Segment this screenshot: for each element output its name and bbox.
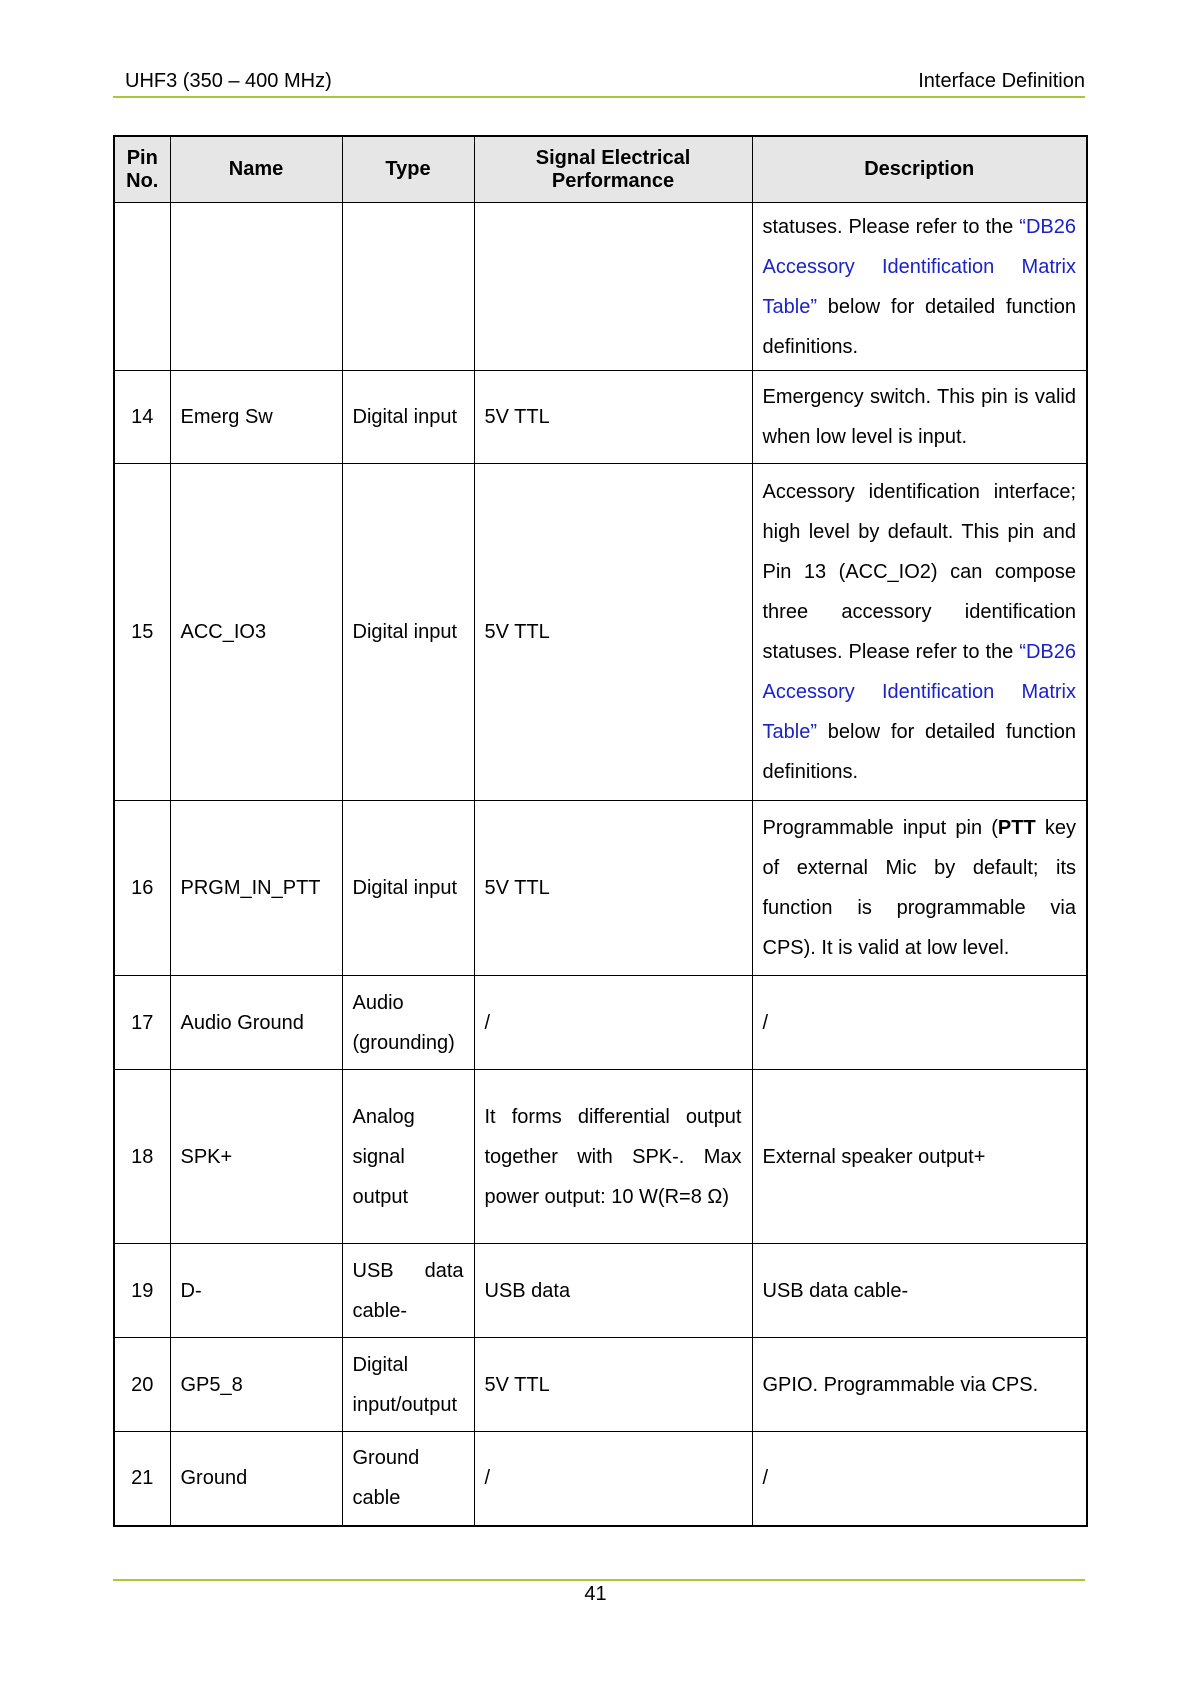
name-cell (170, 203, 342, 371)
signal-cell: 5V TTL (474, 801, 752, 976)
pin-cell: 19 (114, 1244, 170, 1338)
table-row (114, 1338, 1087, 1432)
description-cell: / (752, 976, 1087, 1070)
header-rule (113, 96, 1085, 98)
table-row (114, 371, 1087, 464)
header-product: UHF3 (350 – 400 MHz) (125, 70, 332, 92)
description-cell: External speaker output+ (752, 1070, 1087, 1244)
description-cell (752, 203, 1087, 371)
pin-cell: 14 (114, 371, 170, 464)
description-cell: GPIO. Programmable via CPS. (752, 1338, 1087, 1432)
matrix-table-reference: “DB26 Accessory Identification Matrix Table” (762, 641, 1076, 743)
name-cell: ACC_IO3 (170, 464, 342, 801)
pin-cell: 18 (114, 1070, 170, 1244)
description-cell: USB data cable- (752, 1244, 1087, 1338)
signal-cell: It forms differential output together with SPK-. Max power output: 10 W(R=8 Ω) (474, 1070, 752, 1244)
name-cell: Audio Ground (170, 976, 342, 1070)
col-header-type: Type (342, 136, 474, 203)
signal-cell: 5V TTL (474, 464, 752, 801)
name-cell: GP5_8 (170, 1338, 342, 1432)
header-section: Interface Definition (918, 70, 1085, 92)
table-row (114, 1244, 1087, 1338)
type-cell: Ground cable (342, 1432, 474, 1526)
signal-cell: / (474, 976, 752, 1070)
pin-definition-table (113, 135, 1088, 1527)
col-header-pin: Pin No. (114, 136, 170, 203)
table-row (114, 1432, 1087, 1526)
name-cell: Ground (170, 1432, 342, 1526)
table-header-row (114, 136, 1087, 203)
matrix-table-reference: “DB26 Accessory Identification Matrix Table” (762, 215, 1076, 318)
col-header-name: Name (170, 136, 342, 203)
page-number: 41 (584, 1583, 607, 1605)
description-text: key of external Mic by default; its function is programmable via CPS). It is valid at low level. (762, 817, 1076, 959)
table-row (114, 801, 1087, 976)
description-text: below for detailed function definitions. (762, 295, 1076, 358)
table-row (114, 1070, 1087, 1244)
pin-cell: 16 (114, 801, 170, 976)
signal-cell: 5V TTL (474, 371, 752, 464)
description-cell: Emergency switch. This pin is valid when low level is input. (752, 371, 1087, 464)
table-row (114, 464, 1087, 801)
type-cell: USB data cable- (342, 1244, 474, 1338)
table-row (114, 203, 1087, 371)
name-cell: SPK+ (170, 1070, 342, 1244)
type-cell: Digital input (342, 371, 474, 464)
ptt-key-label: PTT (997, 817, 1036, 839)
description-cell (752, 801, 1087, 976)
description-cell (752, 464, 1087, 801)
signal-cell: USB data (474, 1244, 752, 1338)
type-cell: Digital input (342, 801, 474, 976)
signal-cell: 5V TTL (474, 1338, 752, 1432)
description-text: below for detailed function definitions. (762, 721, 1076, 783)
description-text: Programmable input pin ( (762, 817, 998, 839)
description-cell: / (752, 1432, 1087, 1526)
table-row (114, 976, 1087, 1070)
name-cell: PRGM_IN_PTT (170, 801, 342, 976)
type-cell: Analog signal output (342, 1070, 474, 1244)
type-cell: Audio (grounding) (342, 976, 474, 1070)
pin-cell (114, 203, 170, 371)
signal-cell (474, 203, 752, 371)
pin-cell: 21 (114, 1432, 170, 1526)
name-cell: Emerg Sw (170, 371, 342, 464)
pin-cell: 17 (114, 976, 170, 1070)
col-header-description: Description (752, 136, 1087, 203)
signal-cell: / (474, 1432, 752, 1526)
pin-cell: 20 (114, 1338, 170, 1432)
pin-cell: 15 (114, 464, 170, 801)
type-cell: Digital input (342, 464, 474, 801)
name-cell: D- (170, 1244, 342, 1338)
col-header-signal: Signal Electrical Performance (474, 136, 752, 203)
description-text: Accessory identification interface; high level by default. This pin and Pin 13 (ACC_IO2) can compose three accessory identification statuses. Please refer to the (762, 481, 1076, 663)
description-text: statuses. Please refer to the (762, 215, 1020, 238)
type-cell (342, 203, 474, 371)
type-cell: Digital input/output (342, 1338, 474, 1432)
